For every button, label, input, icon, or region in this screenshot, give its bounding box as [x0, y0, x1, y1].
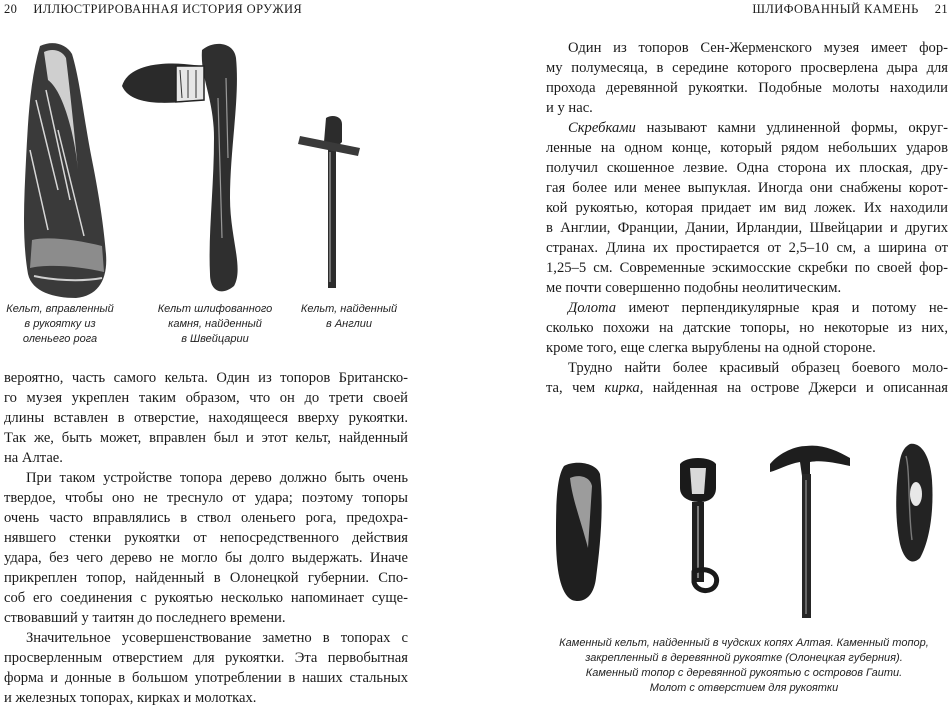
- text-line: вероятно, часть самого кельта. Один из топоров Британско-: [4, 370, 408, 386]
- text-fragment: называют камни удлиненной формы, округ-: [646, 120, 948, 136]
- caption-line: Кельт шлифованного: [157, 303, 273, 315]
- text-line: При таком устройстве топора дерево должно быть очень: [26, 470, 408, 486]
- text-line: твердое, чтобы оно не треснуло от удара; поэтому топоры: [4, 490, 408, 506]
- text-line: и железных топорах, кирках и молотках.: [4, 690, 257, 706]
- text-line: странах. Длина их простирается от 2,5–10 см, а ширина от: [546, 240, 948, 256]
- text-line: соб его соединения с рукоятью несколько напоминает суще-: [4, 590, 408, 606]
- text-line: на Алтае.: [4, 450, 63, 466]
- swiss-celt-figure: [118, 38, 266, 296]
- caption-antler-celt: [0, 302, 120, 347]
- haiti-axe-figure: [766, 436, 856, 622]
- right-figure-caption: [536, 636, 952, 696]
- text-line: [546, 378, 948, 398]
- text-line: ленные на одном конце, который рядом небольших ударов: [546, 140, 948, 156]
- text-line: длины вставлен в отверстие, находящееся вверху рукоятки.: [4, 410, 408, 426]
- right-page: [476, 0, 952, 696]
- right-running-title: ШЛИФОВАННЫЙ КАМЕНЬ: [752, 2, 919, 16]
- text-line: ме почти совершенно подобны неолитическим.: [546, 280, 842, 296]
- caption-english-celt: [290, 302, 408, 332]
- text-fragment: та, чем: [546, 380, 596, 396]
- text-line: удара, без чего дерево не могло бы долго выдержать. Иначе: [4, 550, 408, 566]
- text-line: Значительное усовершенствование заметно в топорах с: [26, 630, 408, 646]
- text-line: просверленным отверстием для рукоятки. Эта первобытная: [4, 650, 408, 666]
- text-line: го музея укреплен таким образом, что он до трети своей: [4, 390, 408, 406]
- hammer-with-hole-figure: [890, 440, 940, 566]
- left-page: [0, 0, 476, 706]
- caption-line: в рукоятку из: [24, 318, 96, 330]
- text-line: в Англии, Франции, Дании, Ирландии, Швейцарии и других: [546, 220, 948, 236]
- left-body-text: [4, 368, 408, 708]
- caption-line: в Швейцарии: [181, 333, 249, 345]
- text-line: гая более или менее выпуклая. Иногда они снабжены корот-: [546, 180, 948, 196]
- text-line: кроме того, еще слегка вырублены на одной стороне.: [546, 340, 876, 356]
- altai-celt-figure: [550, 458, 610, 608]
- text-line: [546, 118, 948, 138]
- text-fragment: , найденная на острове Джерси и описанная: [639, 380, 948, 396]
- term-scrapers: Скребками: [568, 120, 636, 136]
- text-line: очень часто вправлялись в ствол оленьего рога, предохра-: [4, 510, 408, 526]
- caption-line: Кельт, вправленный: [6, 303, 114, 315]
- text-line: нявшего стенки рукоятки от непосредственного действия: [4, 530, 408, 546]
- left-running-title: ИЛЛЮСТРИРОВАННАЯ ИСТОРИЯ ОРУЖИЯ: [33, 2, 303, 16]
- text-line: и у нас.: [546, 100, 593, 116]
- caption-line: камня, найденный: [168, 318, 262, 330]
- text-line: получил скошенное лезвие. Одна сторона их плоская, дру-: [546, 160, 948, 176]
- caption-line: Кельт, найденный: [300, 303, 398, 315]
- term-chisels: Долота: [568, 300, 617, 316]
- text-line: 1,25–5 см. Современные эскимосские скребки по своей фор-: [546, 260, 948, 276]
- caption-line: в Англии: [326, 318, 372, 330]
- left-running-head: [4, 2, 302, 17]
- text-line: Трудно найти более красивый образец боевого моло-: [568, 360, 948, 376]
- caption-line: закрепленный в деревянной рукоятке (Олонецкая губерния).: [585, 652, 903, 664]
- right-running-head: [752, 2, 948, 17]
- olonets-axe-figure: [670, 454, 728, 604]
- right-page-number: 21: [934, 2, 948, 16]
- text-line: [546, 298, 948, 318]
- text-line: Один из топоров Сен-Жерменского музея имеет фор-: [568, 40, 948, 56]
- right-body-text: [546, 38, 948, 398]
- left-page-number: 20: [4, 2, 18, 16]
- text-fragment: имеют перпендикулярные края и потому не-: [628, 300, 948, 316]
- text-line: сколько похожи на датские топоры, но некоторые из них,: [546, 320, 948, 336]
- caption-line: Каменный топор с деревянной рукоятью с островов Гаити.: [585, 667, 903, 679]
- text-line: ствовавший у таитян до последнего времени.: [4, 610, 286, 626]
- term-pickaxe: кирка: [604, 380, 640, 396]
- text-line: Так же, быть может, вправлен был и этот кельт, найденный: [4, 430, 408, 446]
- text-line: кой рукоятью, которая придает им вид ложек. Их находили: [546, 200, 948, 216]
- text-line: прохода деревянной рукоятки. Подобные молоты находили: [546, 80, 948, 96]
- caption-swiss-celt: [150, 302, 280, 347]
- text-line: форма и донные в большом употреблении в наших стальных: [4, 670, 408, 686]
- antler-celt-figure: [18, 40, 118, 302]
- caption-line: Каменный кельт, найденный в чудских копях Алтая. Каменный топор,: [559, 637, 929, 649]
- text-line: му полумесяца, в середине которого просверлена дыра для: [546, 60, 948, 76]
- caption-line: Молот с отверстием для рукоятки: [649, 682, 839, 694]
- caption-line: оленьего рога: [22, 333, 98, 345]
- text-line: прикреплен топор, найденный в Олонецкой губернии. Спо-: [4, 570, 408, 586]
- english-celt-figure: [296, 112, 368, 292]
